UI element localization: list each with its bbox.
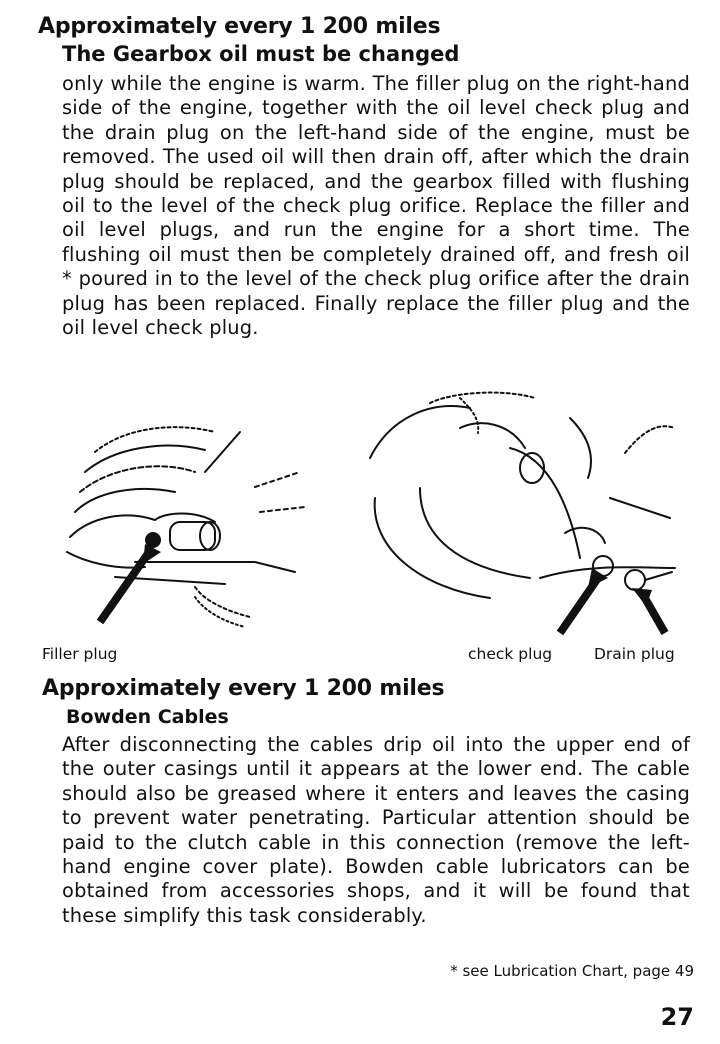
- section1-body: only while the engine is warm. The filler plug on the right-hand side of the engine, together with the oil level check plug and the drain plug on the left-hand side of the engine, must be removed. The used oil will then drain off, after which the drain plug should be replaced, and the gearbox filled with flushing oil to the level of the check plug orifice. Replace the filler and oil level plugs, and run the engine for a short time. The flushing oil must then be completely drained off, and fresh oil * poured in to the level of the check plug orifice after the drain plug has been replaced. Finally replace the filler plug and the oil level check plug.: [62, 72, 690, 340]
- check-plug-caption: check plug: [468, 645, 553, 663]
- filler-plug-caption: Filler plug: [42, 645, 118, 663]
- check-and-drain-plug-illustration: [360, 388, 690, 638]
- page-number: 27: [660, 1003, 694, 1031]
- section1-heading: Approximately every 1 200 miles: [38, 14, 441, 39]
- section2-subheading: Bowden Cables: [66, 706, 229, 728]
- section2-body: After disconnecting the cables drip oil into the upper end of the outer casings until it appears at the lower end. The cable should also be greased where it enters and leaves the casing to prevent water penetrating. Particular attention should be paid to the clutch cable in this connection (remove the left-hand engine cover plate). Bowden cable lubricators can be obtained from accessories shops, and it will be found that these simplify this task considerably.: [62, 733, 690, 927]
- drain-plug-caption: Drain plug: [594, 645, 675, 663]
- section1-subheading: The Gearbox oil must be changed: [62, 42, 460, 66]
- filler-plug-illustration: [55, 412, 315, 637]
- footnote: * see Lubrication Chart, page 49: [450, 962, 694, 980]
- section2-heading: Approximately every 1 200 miles: [42, 676, 445, 701]
